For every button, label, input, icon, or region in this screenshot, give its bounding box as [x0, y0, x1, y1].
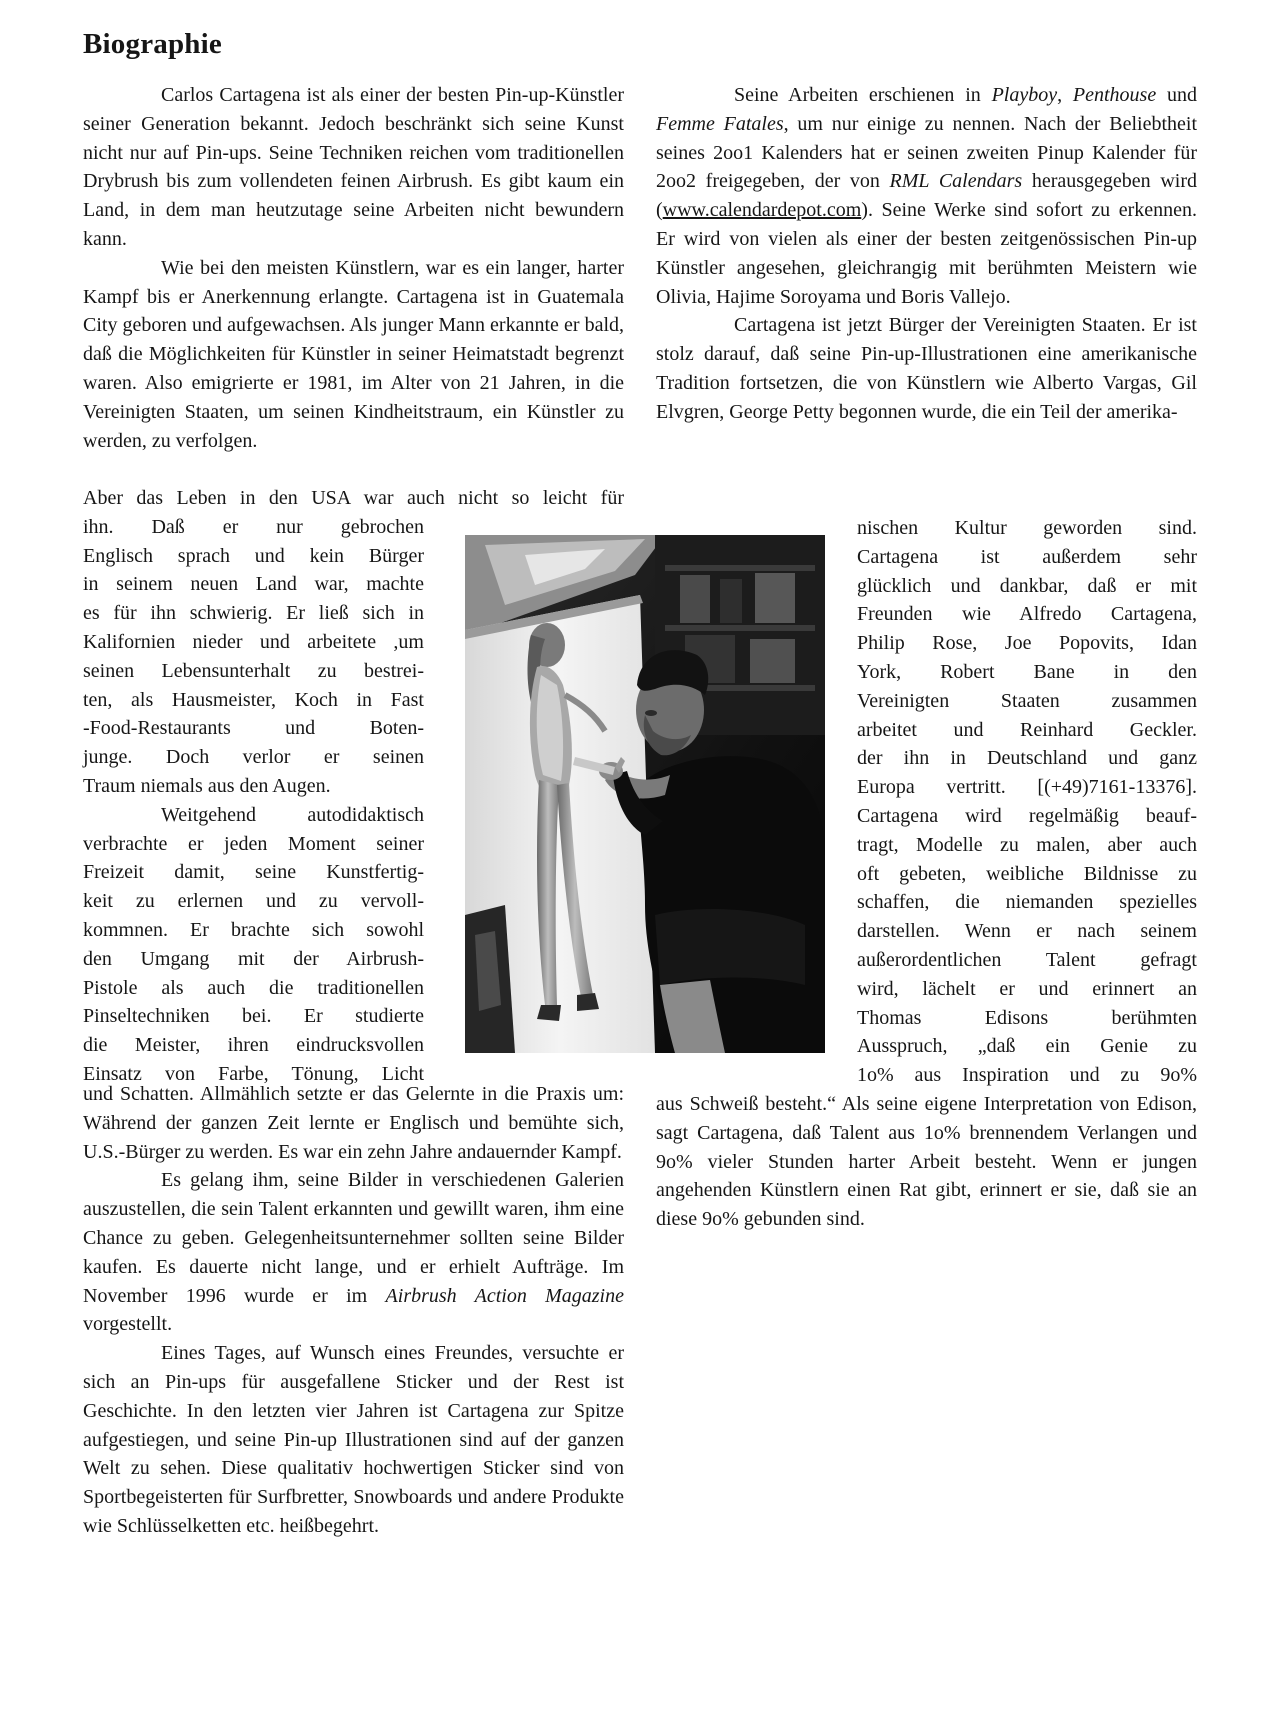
text-line: den Umgang mit der Airbrush- [83, 947, 424, 970]
text-line: York, Robert Bane in den [857, 660, 1197, 683]
bio-paragraph-7 [656, 81, 1197, 311]
text-line: oft gebeten, weibliche Bildnisse zu [857, 862, 1197, 885]
text-line: Aber das Leben in den USA war auch nicht so leicht für [83, 487, 624, 509]
text-line: Vereinigten Staaten zusammen [857, 689, 1197, 712]
text-line: Einsatz von Farbe, Tönung, Licht [83, 1062, 424, 1085]
bio-paragraph-8-rest: aus Schweiß besteht.“ Als seine eigene Interpretation von Edison, sagt Cartagena, daß Talent aus 1o% brennendem Verlangen und 9o% vieler Stunden harter Arbeit besteht. Wenn er jungen angehenden Künstlern einen Rat gibt, erinnert er sie, daß sie an diese 9o% gebunden sind. [656, 1093, 1197, 1231]
column-2-top [656, 81, 1197, 427]
bio-paragraph-5 [83, 1166, 624, 1339]
column-1-top [83, 81, 624, 455]
text-line: außerordentlichen Talent gefragt [857, 948, 1197, 971]
text-line: -Food-Restaurants und Boten- [83, 717, 424, 740]
text-line: arbeitet und Reinhard Geckler. [857, 718, 1197, 741]
artist-photo-illustration [465, 535, 825, 1053]
text-line: tragt, Modelle zu malen, aber auch [857, 833, 1197, 856]
text-run: , um nur einige zu nennen. Nach der Beliebtheit seines 2oo1 Kalenders hat er seinen zweiten Pinup Kalender für 2oo2 freigegeben, der von [656, 112, 1197, 193]
text-line: ten, als Hausmeister, Koch in Fast [83, 688, 424, 711]
text-line: Englisch sprach und kein Bürger [83, 544, 424, 567]
text-line: der ihn in Deutschland und ganz [857, 747, 1197, 770]
text-run: Es gelang ihm, seine Bilder in verschiedenen Galerien auszustellen, die sein Talent erkannten und gewillt waren, ihm eine Chance zu geben. Gelegenheitsunternehmer sollten seine Bilder kaufen. Es dauerte nicht lange, und er erhielt Aufträge. Im November 1996 wurde er im [83, 1169, 624, 1307]
column-1-bottom [83, 1080, 624, 1541]
text-line: Freizeit damit, seine Kunstfertig- [83, 861, 424, 884]
text-line: Weitgehend autodidaktisch [161, 803, 424, 826]
artist-photo [465, 535, 825, 1053]
website-link[interactable]: www.calendardepot.com [662, 199, 862, 222]
text-line: Thomas Edisons berühmten [857, 1006, 1197, 1029]
magazine-title: Penthouse [1072, 84, 1157, 106]
text-line: Europa vertritt. [(+49)7161-13376]. [857, 776, 1197, 799]
publisher-name: RML Calendars [889, 170, 1023, 193]
text-line: Traum niemals aus den Augen. [83, 774, 331, 797]
text-line: die Meister, ihren eindrucksvollen [83, 1034, 424, 1057]
text-run: herausgegeben wird ( [656, 170, 1197, 222]
text-line: schaffen, die niemanden spezielles [857, 891, 1197, 914]
text-line: kommnen. Er brachte sich sowohl [83, 918, 424, 941]
column-1-wrap [83, 484, 624, 1089]
text-line: wird, lächelt er und erinnert an [857, 977, 1197, 1000]
text-line: es für ihn schwierig. Er ließ sich in [83, 602, 424, 625]
text-line: Philip Rose, Joe Popovits, Idan [857, 632, 1197, 655]
column-2-bottom [656, 1090, 1197, 1234]
text-line: junge. Doch verlor er seinen [83, 746, 424, 769]
text-line: nischen Kultur geworden sind. [857, 517, 1197, 539]
text-line: darstellen. Wenn er nach seinem [857, 920, 1197, 943]
text-run: , [1057, 84, 1073, 106]
bio-paragraph-8: Cartagena ist jetzt Bürger der Vereinigten Staaten. Er ist stolz darauf, daß seine Pin-up-Illustrationen eine amerikanische Tradition fortsetzen, die von Künstlern wie Alberto Vargas, Gil Elvgren, George Petty begonnen wurde, die ein Teil der amerika- [656, 314, 1197, 423]
text-line: in seinem neuen Land war, machte [83, 573, 424, 596]
magazine-title: Airbrush Action Magazine [385, 1284, 624, 1307]
bio-paragraph-1: Carlos Cartagena ist als einer der besten Pin-up-Künstler seiner Generation bekannt. Jedoch beschränkt sich seine Kunst nicht nur auf Pin-ups. Seine Techniken reichen vom traditionellen Drybrush bis zum vollendeten feinen Airbrush. Es gibt kaum ein Land, in dem man heutzutage seine Arbeiten nicht bewundern kann. [83, 84, 624, 250]
bio-paragraph-6: Eines Tages, auf Wunsch eines Freundes, versuchte er sich an Pin-ups für ausgefallene Sticker und der Rest ist Geschichte. In den letzten vier Jahren ist Cartagena zur Spitze aufgestiegen, und seine Pin-up Illustrationen sind auf der ganzen Welt zu sehen. Diese qualitativ hochwertigen Sticker sind von Sportbegeisterten für Surfbretter, Snowboards und andere Produkte wie Schlüsselketten etc. heißbegehrt. [83, 1342, 624, 1537]
text-line: Pinseltechniken bei. Er studierte [83, 1005, 424, 1028]
text-run: ). Seine Werke sind sofort zu erkennen. Er wird von vielen als einer der besten zeitgenössischen Pin-up Künstler angesehen, gleichrangig mit berühmten Meistern wie Olivia, Hajime Soroyama und Boris Vallejo. [656, 199, 1197, 308]
text-line: Cartagena ist außerdem sehr [857, 545, 1197, 568]
text-run: Seine Arbeiten erschienen in [734, 84, 992, 106]
text-line: Ausspruch, „daß ein Genie zu [857, 1035, 1197, 1058]
bio-paragraph-2: Wie bei den meisten Künstlern, war es ein langer, harter Kampf bis er Anerkennung erlangte. Cartagena ist in Guatemala City geboren und aufgewachsen. Als junger Mann erkannte er bald, daß die Möglichkeiten für Künstler in seiner Heimatstadt begrenzt waren. Also emigrierte er 1981, im Alter von 21 Jahren, in die Vereinigten Staaten, um seinen Kindheitstraum, ein Künstler zu werden, zu verfolgen. [83, 256, 624, 452]
text-line: glücklich und dankbar, daß er mit [857, 574, 1197, 597]
text-run: und [1156, 84, 1197, 106]
text-line: keit zu erlernen und zu vervoll- [83, 890, 424, 913]
column-2-wrap [857, 514, 1197, 1090]
magazine-title: Playboy [991, 84, 1058, 106]
text-line: seinen Lebensunterhalt zu bestrei- [83, 659, 424, 682]
text-line: ihn. Daß er nur gebrochen [83, 515, 424, 538]
text-run: vorgestellt. [83, 1313, 173, 1336]
text-line: verbrachte er jeden Moment seiner [83, 832, 424, 855]
magazine-title: Femme Fatales [656, 112, 784, 135]
text-line: Freunden wie Alfredo Cartagena, [857, 603, 1197, 626]
page-title: Biographie [83, 28, 222, 60]
text-line: Pistole als auch die traditionellen [83, 976, 424, 999]
text-line: Kalifornien nieder und arbeitete ,um [83, 630, 424, 653]
text-line: Cartagena wird regelmäßig beauf- [857, 804, 1197, 827]
text-line: 1o% aus Inspiration und zu 9o% [857, 1064, 1197, 1087]
bio-paragraph-4-rest: und Schatten. Allmählich setzte er das Gelernte in die Praxis um: Während der ganzen Zeit lernte er Englisch und bemühte sich, U.S.-Bürger zu werden. Es war ein zehn Jahre andauernder Kampf. [83, 1083, 624, 1163]
